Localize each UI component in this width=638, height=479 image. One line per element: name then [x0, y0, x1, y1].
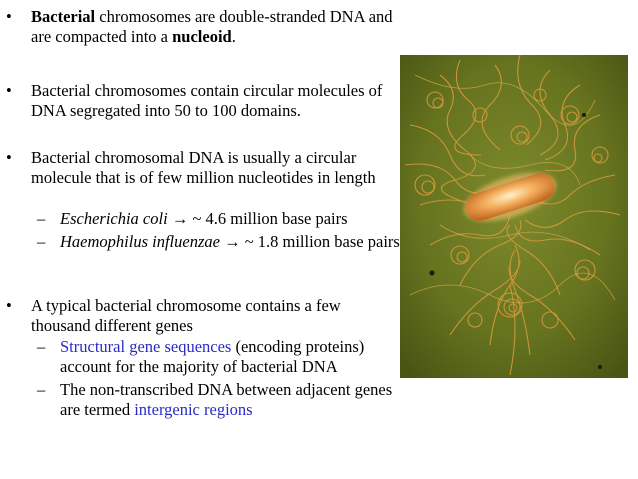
sub-item-intergenic	[37, 380, 399, 422]
sub-text	[60, 380, 400, 420]
highlight-term: intergenic regions	[134, 400, 253, 419]
sub-text	[60, 337, 400, 377]
sub-dash: –	[37, 380, 46, 399]
bullet-item-1	[0, 7, 398, 49]
arrow-icon: →	[224, 232, 241, 251]
bullet-item-2	[0, 81, 398, 123]
bullet-marker: •	[6, 296, 12, 315]
sub-text-rest: ~ 4.6 million base pairs	[188, 209, 348, 228]
bullet-marker: •	[6, 81, 12, 100]
sub-item-ecoli	[37, 209, 399, 231]
micrograph-svg	[400, 55, 628, 378]
bold-term-bacterial: Bacterial	[31, 7, 96, 26]
sub-dash: –	[37, 232, 46, 251]
bold-term-nucleoid: nucleoid	[172, 27, 232, 46]
sub-dash: –	[37, 209, 46, 228]
bullet-text: Bacterial chromosomes contain circular molecules of DNA segregated into 50 to 100 domains.	[31, 81, 383, 120]
species-name: Escherichia coli	[60, 209, 168, 228]
sub-text	[60, 232, 400, 252]
sub-dash: –	[37, 337, 46, 356]
bullet-text-part: .	[231, 27, 236, 46]
bullet-text	[31, 7, 396, 47]
sub-item-structural-genes	[37, 337, 399, 379]
bacterium-dna-micrograph-image	[400, 55, 628, 378]
arrow-icon: →	[171, 209, 189, 228]
sub-text-rest: (encoding proteins) account for the majority of bacterial DNA	[60, 337, 365, 376]
bullet-marker: •	[6, 7, 12, 26]
bullet-text: Bacterial chromosomal DNA is usually a circular molecule that is of few million nucleotides in length	[31, 148, 376, 187]
sub-item-haemophilus	[37, 232, 399, 274]
bullet-item-4	[0, 296, 398, 338]
bullet-item-3	[0, 148, 398, 210]
species-name: Haemophilus influenzae	[60, 232, 220, 251]
sub-text	[60, 209, 400, 229]
sub-text-rest: The non-transcribed DNA between adjacent genes are termed	[60, 380, 393, 419]
highlight-term: Structural gene sequences	[60, 337, 232, 356]
bullet-text: A typical bacterial chromosome contains a few thousand different genes	[31, 296, 341, 335]
bullet-marker: •	[6, 148, 12, 167]
sub-text-rest: ~ 1.8 million base pairs	[240, 232, 400, 251]
bullet-text-part: chromosomes are double-stranded DNA and are compacted into a	[31, 7, 393, 46]
